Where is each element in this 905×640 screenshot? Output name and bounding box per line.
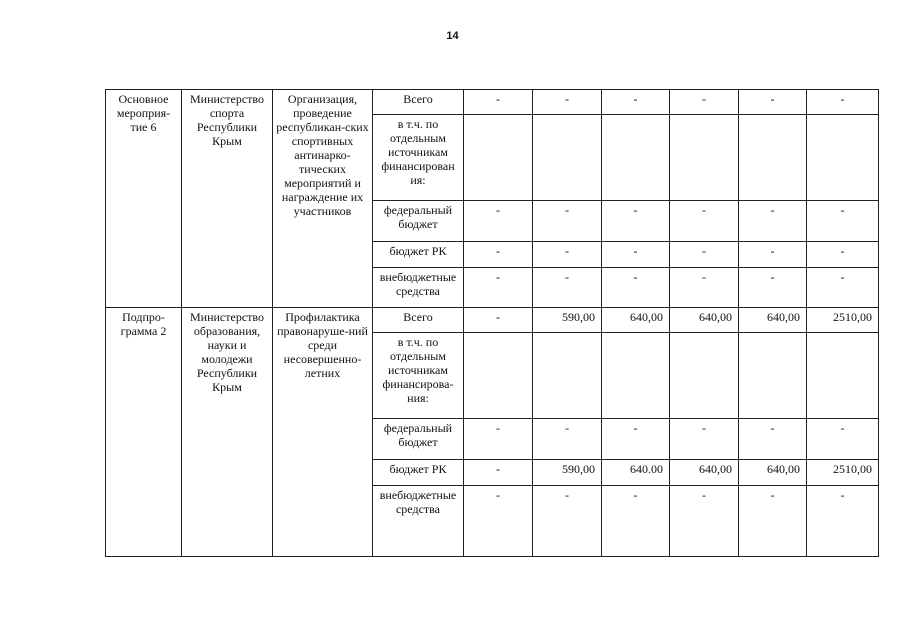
value-cell: - <box>807 419 879 460</box>
executor-cell: Министерство спорта Республики Крым <box>182 90 273 308</box>
source-label-cell: федеральный бюджет <box>373 201 464 242</box>
value-cell <box>464 115 533 201</box>
value-cell: - <box>670 268 739 308</box>
description-cell: Профилактика правонаруше-ний среди несовершенно-летних <box>273 308 373 557</box>
value-cell: 640,00 <box>602 308 670 333</box>
source-label-cell: внебюджетные средства <box>373 268 464 308</box>
value-cell <box>533 115 602 201</box>
value-cell <box>807 333 879 419</box>
value-cell: - <box>739 90 807 115</box>
value-cell <box>739 333 807 419</box>
source-label-cell: внебюджетные средства <box>373 486 464 557</box>
value-cell: - <box>533 268 602 308</box>
value-cell: - <box>602 242 670 268</box>
value-cell: 640,00 <box>670 308 739 333</box>
source-label-cell: Всего <box>373 308 464 333</box>
value-cell: - <box>464 486 533 557</box>
description-cell: Организация, проведение республикан-ских спортивных антинарко-тических мероприятий и награждение их участников <box>273 90 373 308</box>
value-cell: 2510,00 <box>807 460 879 486</box>
value-cell: - <box>739 242 807 268</box>
value-cell <box>533 333 602 419</box>
table-row <box>106 90 879 115</box>
page-number: 14 <box>446 30 459 42</box>
value-cell: - <box>602 419 670 460</box>
value-cell: - <box>739 486 807 557</box>
value-cell: - <box>464 90 533 115</box>
value-cell: - <box>739 419 807 460</box>
source-label-cell: в т.ч. по отдельным источникам финансирован ия: <box>373 115 464 201</box>
value-cell: - <box>670 201 739 242</box>
value-cell: - <box>533 419 602 460</box>
value-cell <box>670 115 739 201</box>
value-cell: - <box>533 242 602 268</box>
value-cell: - <box>807 242 879 268</box>
budget-table <box>105 89 879 557</box>
value-cell: 2510,00 <box>807 308 879 333</box>
value-cell: 640.00 <box>602 460 670 486</box>
value-cell: 590,00 <box>533 460 602 486</box>
value-cell: - <box>464 268 533 308</box>
value-cell: 640,00 <box>739 460 807 486</box>
value-cell: - <box>602 486 670 557</box>
value-cell: - <box>807 90 879 115</box>
value-cell: - <box>464 419 533 460</box>
source-label-cell: бюджет РК <box>373 460 464 486</box>
value-cell: - <box>807 486 879 557</box>
value-cell <box>807 115 879 201</box>
source-label-cell: федеральный бюджет <box>373 419 464 460</box>
value-cell <box>464 333 533 419</box>
value-cell: - <box>739 201 807 242</box>
value-cell: - <box>533 201 602 242</box>
value-cell: 590,00 <box>533 308 602 333</box>
value-cell: - <box>464 201 533 242</box>
source-label-cell: в т.ч. по отдельным источникам финансирова-ния: <box>373 333 464 419</box>
value-cell: - <box>670 90 739 115</box>
event-name-cell: Подпро-грамма 2 <box>106 308 182 557</box>
value-cell: - <box>602 90 670 115</box>
value-cell <box>602 333 670 419</box>
value-cell <box>670 333 739 419</box>
value-cell <box>602 115 670 201</box>
value-cell: - <box>670 242 739 268</box>
value-cell: - <box>807 201 879 242</box>
value-cell: - <box>807 268 879 308</box>
source-label-cell: бюджет РК <box>373 242 464 268</box>
value-cell: - <box>464 308 533 333</box>
value-cell: 640,00 <box>739 308 807 333</box>
table-row <box>106 308 879 333</box>
value-cell: - <box>602 268 670 308</box>
source-label-cell: Всего <box>373 90 464 115</box>
value-cell: - <box>464 242 533 268</box>
value-cell: 640,00 <box>670 460 739 486</box>
value-cell: - <box>602 201 670 242</box>
value-cell <box>739 115 807 201</box>
value-cell: - <box>533 90 602 115</box>
event-name-cell: Основное мероприя-тие 6 <box>106 90 182 308</box>
value-cell: - <box>670 419 739 460</box>
executor-cell: Министерство образования, науки и молодежи Республики Крым <box>182 308 273 557</box>
value-cell: - <box>670 486 739 557</box>
value-cell: - <box>739 268 807 308</box>
value-cell: - <box>533 486 602 557</box>
value-cell: - <box>464 460 533 486</box>
